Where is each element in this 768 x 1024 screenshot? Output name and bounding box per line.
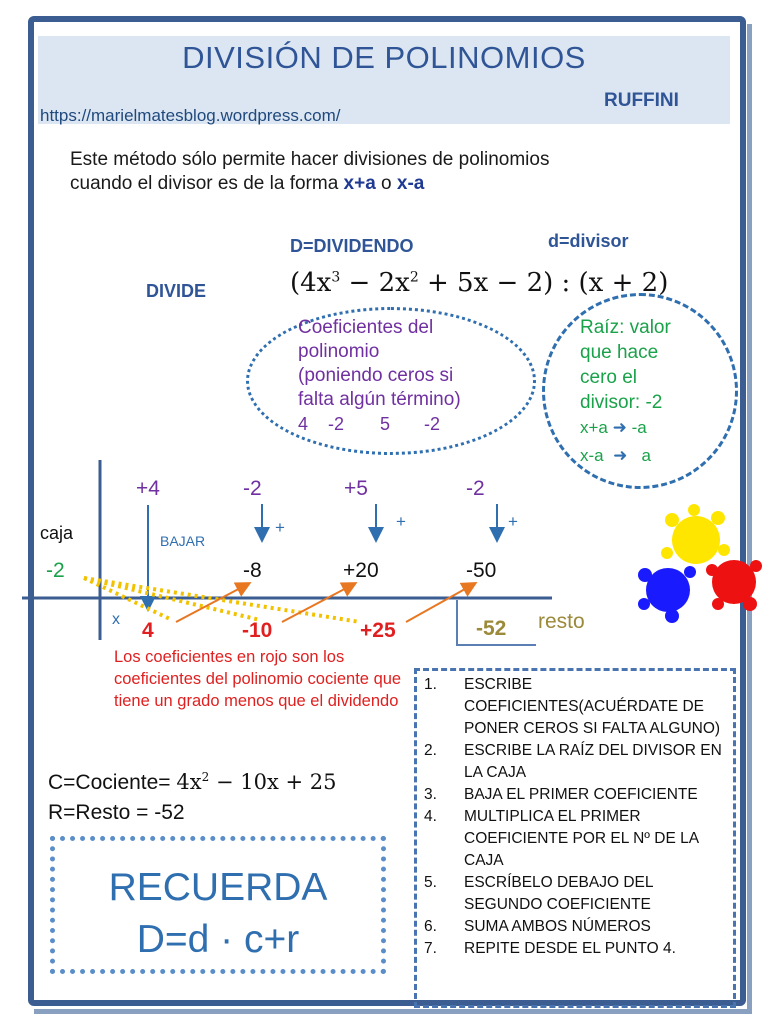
caja-label: caja bbox=[40, 523, 74, 543]
step-text: MULTIPLICA EL PRIMER COEFICIENTE POR EL Nº DE LA CAJA bbox=[464, 808, 699, 869]
rule-1-left: x+a bbox=[580, 418, 608, 437]
dividendo-label: D=DIVIDENDO bbox=[290, 236, 414, 256]
expr-exp-1: 3 bbox=[331, 269, 341, 286]
coef-note-line-3: (poniendo ceros si bbox=[298, 365, 454, 386]
plus-sign-1: + bbox=[275, 518, 285, 537]
ruffini-coef-2: -2 bbox=[243, 477, 262, 500]
expr-exp-2: 2 bbox=[409, 269, 419, 286]
orange-arrow-2 bbox=[282, 584, 354, 622]
plus-sign-2: + bbox=[396, 512, 406, 531]
root-note-line-3: cero el bbox=[580, 367, 638, 388]
coef-note-line-4: falta algún término) bbox=[298, 389, 461, 410]
intro-line-1: Este método sólo permite hacer divisiones de polinomios bbox=[70, 149, 550, 170]
caja-root-value: -2 bbox=[46, 559, 65, 582]
blue-splash-icon bbox=[638, 566, 696, 623]
ruffini-product-1: -8 bbox=[243, 559, 262, 582]
coef-note-line-1: Coeficientes del bbox=[298, 317, 434, 338]
blog-url[interactable]: https://marielmatesblog.wordpress.com/ bbox=[40, 106, 341, 125]
ruffini-coef-1: +4 bbox=[136, 477, 160, 500]
divisor-form-plus: x+a bbox=[343, 173, 376, 194]
step-item bbox=[424, 938, 730, 960]
ruffini-result-2: -10 bbox=[242, 619, 273, 642]
divisor-label: d=divisor bbox=[548, 231, 629, 251]
bajar-label: BAJAR bbox=[160, 533, 206, 549]
intro-connector: o bbox=[375, 173, 397, 194]
step-number: 7. bbox=[424, 940, 437, 957]
step-text: ESCRÍBELO DEBAJO DEL SEGUNDO COEFICIENTE bbox=[464, 874, 653, 913]
divisor-form-minus: x-a bbox=[396, 173, 425, 194]
root-note-line-2: que hace bbox=[580, 342, 659, 363]
step-item bbox=[424, 674, 730, 740]
multiply-x-label: x bbox=[112, 611, 120, 628]
arrow-right-icon: ➜ bbox=[613, 446, 628, 465]
step-item bbox=[424, 806, 730, 872]
recuerda-formula: D=d · c+r bbox=[136, 918, 300, 961]
expr-mid: − 2x bbox=[340, 268, 410, 298]
step-number: 2. bbox=[424, 742, 437, 759]
multiply-path-3 bbox=[84, 578, 360, 622]
rule-2-right: a bbox=[641, 446, 651, 465]
plus-sign-3: + bbox=[508, 512, 518, 531]
rule-1-right: -a bbox=[631, 418, 647, 437]
step-number: 3. bbox=[424, 786, 437, 803]
cociente-poly-a: 4x bbox=[176, 770, 202, 794]
step-number: 6. bbox=[424, 918, 437, 935]
coef-note-line-2: polinomio bbox=[298, 341, 380, 362]
steps-list bbox=[424, 674, 730, 960]
arrow-right-icon: ➜ bbox=[612, 418, 627, 437]
coef-3: 5 bbox=[380, 414, 391, 434]
page-subtitle: RUFFINI bbox=[604, 90, 679, 111]
resto-line: R=Resto = -52 bbox=[48, 801, 185, 824]
divide-label: DIVIDE bbox=[146, 281, 207, 301]
cociente-poly bbox=[176, 770, 336, 794]
result-block bbox=[48, 762, 336, 828]
step-item bbox=[424, 916, 730, 938]
ruffini-coef-3: +5 bbox=[344, 477, 368, 500]
step-number: 5. bbox=[424, 874, 437, 891]
coef-2: -2 bbox=[328, 414, 345, 434]
red-splash-icon bbox=[706, 560, 762, 611]
step-item bbox=[424, 740, 730, 784]
ruffini-result-1: 4 bbox=[142, 619, 154, 642]
step-text: ESCRIBE COEFICIENTES(ACUÉRDATE DE PONER CEROS SI FALTA ALGUNO) bbox=[464, 676, 721, 737]
root-note-line-1: Raíz: valor bbox=[580, 317, 671, 338]
step-number: 4. bbox=[424, 808, 437, 825]
step-item bbox=[424, 872, 730, 916]
ruffini-result-3: +25 bbox=[360, 619, 396, 642]
step-item bbox=[424, 784, 730, 806]
step-number: 1. bbox=[424, 676, 437, 693]
coef-4: -2 bbox=[424, 414, 441, 434]
rule-2-left: x-a bbox=[580, 446, 604, 465]
cociente-poly-exp: 2 bbox=[201, 770, 210, 784]
step-text: ESCRIBE LA RAÍZ DEL DIVISOR EN LA CAJA bbox=[464, 742, 722, 781]
step-text: REPITE DESDE EL PUNTO 4. bbox=[464, 940, 676, 957]
ruffini-product-3: -50 bbox=[466, 559, 497, 582]
cociente-poly-b: − 10x + 25 bbox=[209, 770, 337, 794]
recuerda-title: RECUERDA bbox=[108, 866, 328, 909]
page-title: DIVISIÓN DE POLINOMIOS bbox=[182, 40, 586, 75]
root-note-line-4: divisor: -2 bbox=[580, 392, 663, 413]
ruffini-product-2: +20 bbox=[343, 559, 379, 582]
coef-1: 4 bbox=[298, 414, 309, 434]
expr-open: (4x bbox=[290, 268, 332, 298]
intro-line-2-prefix: cuando el divisor es de la forma bbox=[70, 173, 344, 194]
step-text: BAJA EL PRIMER COEFICIENTE bbox=[464, 786, 698, 803]
remainder-value: -52 bbox=[476, 617, 507, 640]
cociente-label: C=Cociente= bbox=[48, 771, 171, 794]
cociente-line bbox=[48, 762, 336, 798]
ruffini-coef-4: -2 bbox=[466, 477, 485, 500]
yellow-splash-icon bbox=[661, 504, 730, 564]
red-coefficients-note: Los coeficientes en rojo son los coeficientes del polinomio cociente que tiene un grado menos que el dividendo bbox=[114, 648, 402, 710]
step-text: SUMA AMBOS NÚMEROS bbox=[464, 918, 651, 935]
expr-rest: + 5x − 2) : (x + 2) bbox=[418, 268, 669, 298]
resto-label: resto bbox=[538, 610, 585, 633]
